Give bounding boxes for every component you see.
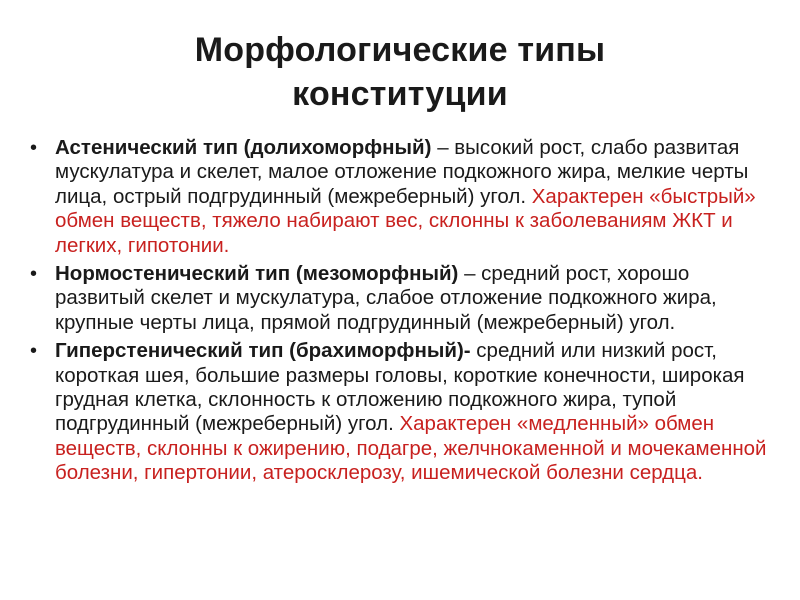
item-term: Нормостенический тип (мезоморфный) bbox=[55, 262, 459, 286]
title-line-2: конституции bbox=[292, 75, 508, 113]
list-item-asthenic bbox=[30, 136, 778, 258]
item-description: средний или низкий рост, короткая шея, большие размеры головы, короткие конечности, широкая грудная клетка, склонность к отложению подкожного жира, тупой подгрудинный (межреберный) угол. bbox=[55, 339, 745, 436]
item-term: Гиперстенический тип (брахиморфный)- bbox=[55, 339, 471, 363]
item-term: Астенический тип (долихоморфный) bbox=[55, 136, 432, 159]
bullet-icon: • bbox=[30, 340, 38, 363]
item-description: – высокий рост, слабо развитая мускулатура и скелет, малое отложение подкожного жира, мелкие черты лица, острый подгрудинный (межреберный) угол. bbox=[55, 136, 749, 208]
item-description: – средний рост, хорошо развитый скелет и мускулатура, слабое отложение подкожного жира, крупные черты лица, прямой подгрудинный (межреберный) угол. bbox=[55, 262, 717, 334]
list-item-hypersthenic bbox=[30, 339, 778, 485]
bullet-icon: • bbox=[30, 263, 38, 286]
slide-title bbox=[0, 28, 800, 116]
bullet-icon: • bbox=[30, 137, 38, 159]
item-highlight: Характерен «быстрый» обмен веществ, тяжело набирают вес, склонны к заболеваниям ЖКТ и легких, гипотонии. bbox=[55, 184, 756, 257]
title-line-1: Морфологические типы bbox=[194, 31, 606, 69]
bullet-list bbox=[30, 136, 778, 490]
item-highlight: Характерен «медленный» обмен веществ, склонны к ожирению, подагре, желчнокаменной и мочекаменной болезни, гипертонии, атеросклерозу, ишемической болезни сердца. bbox=[55, 412, 767, 485]
list-item-normosthenic bbox=[30, 262, 778, 335]
